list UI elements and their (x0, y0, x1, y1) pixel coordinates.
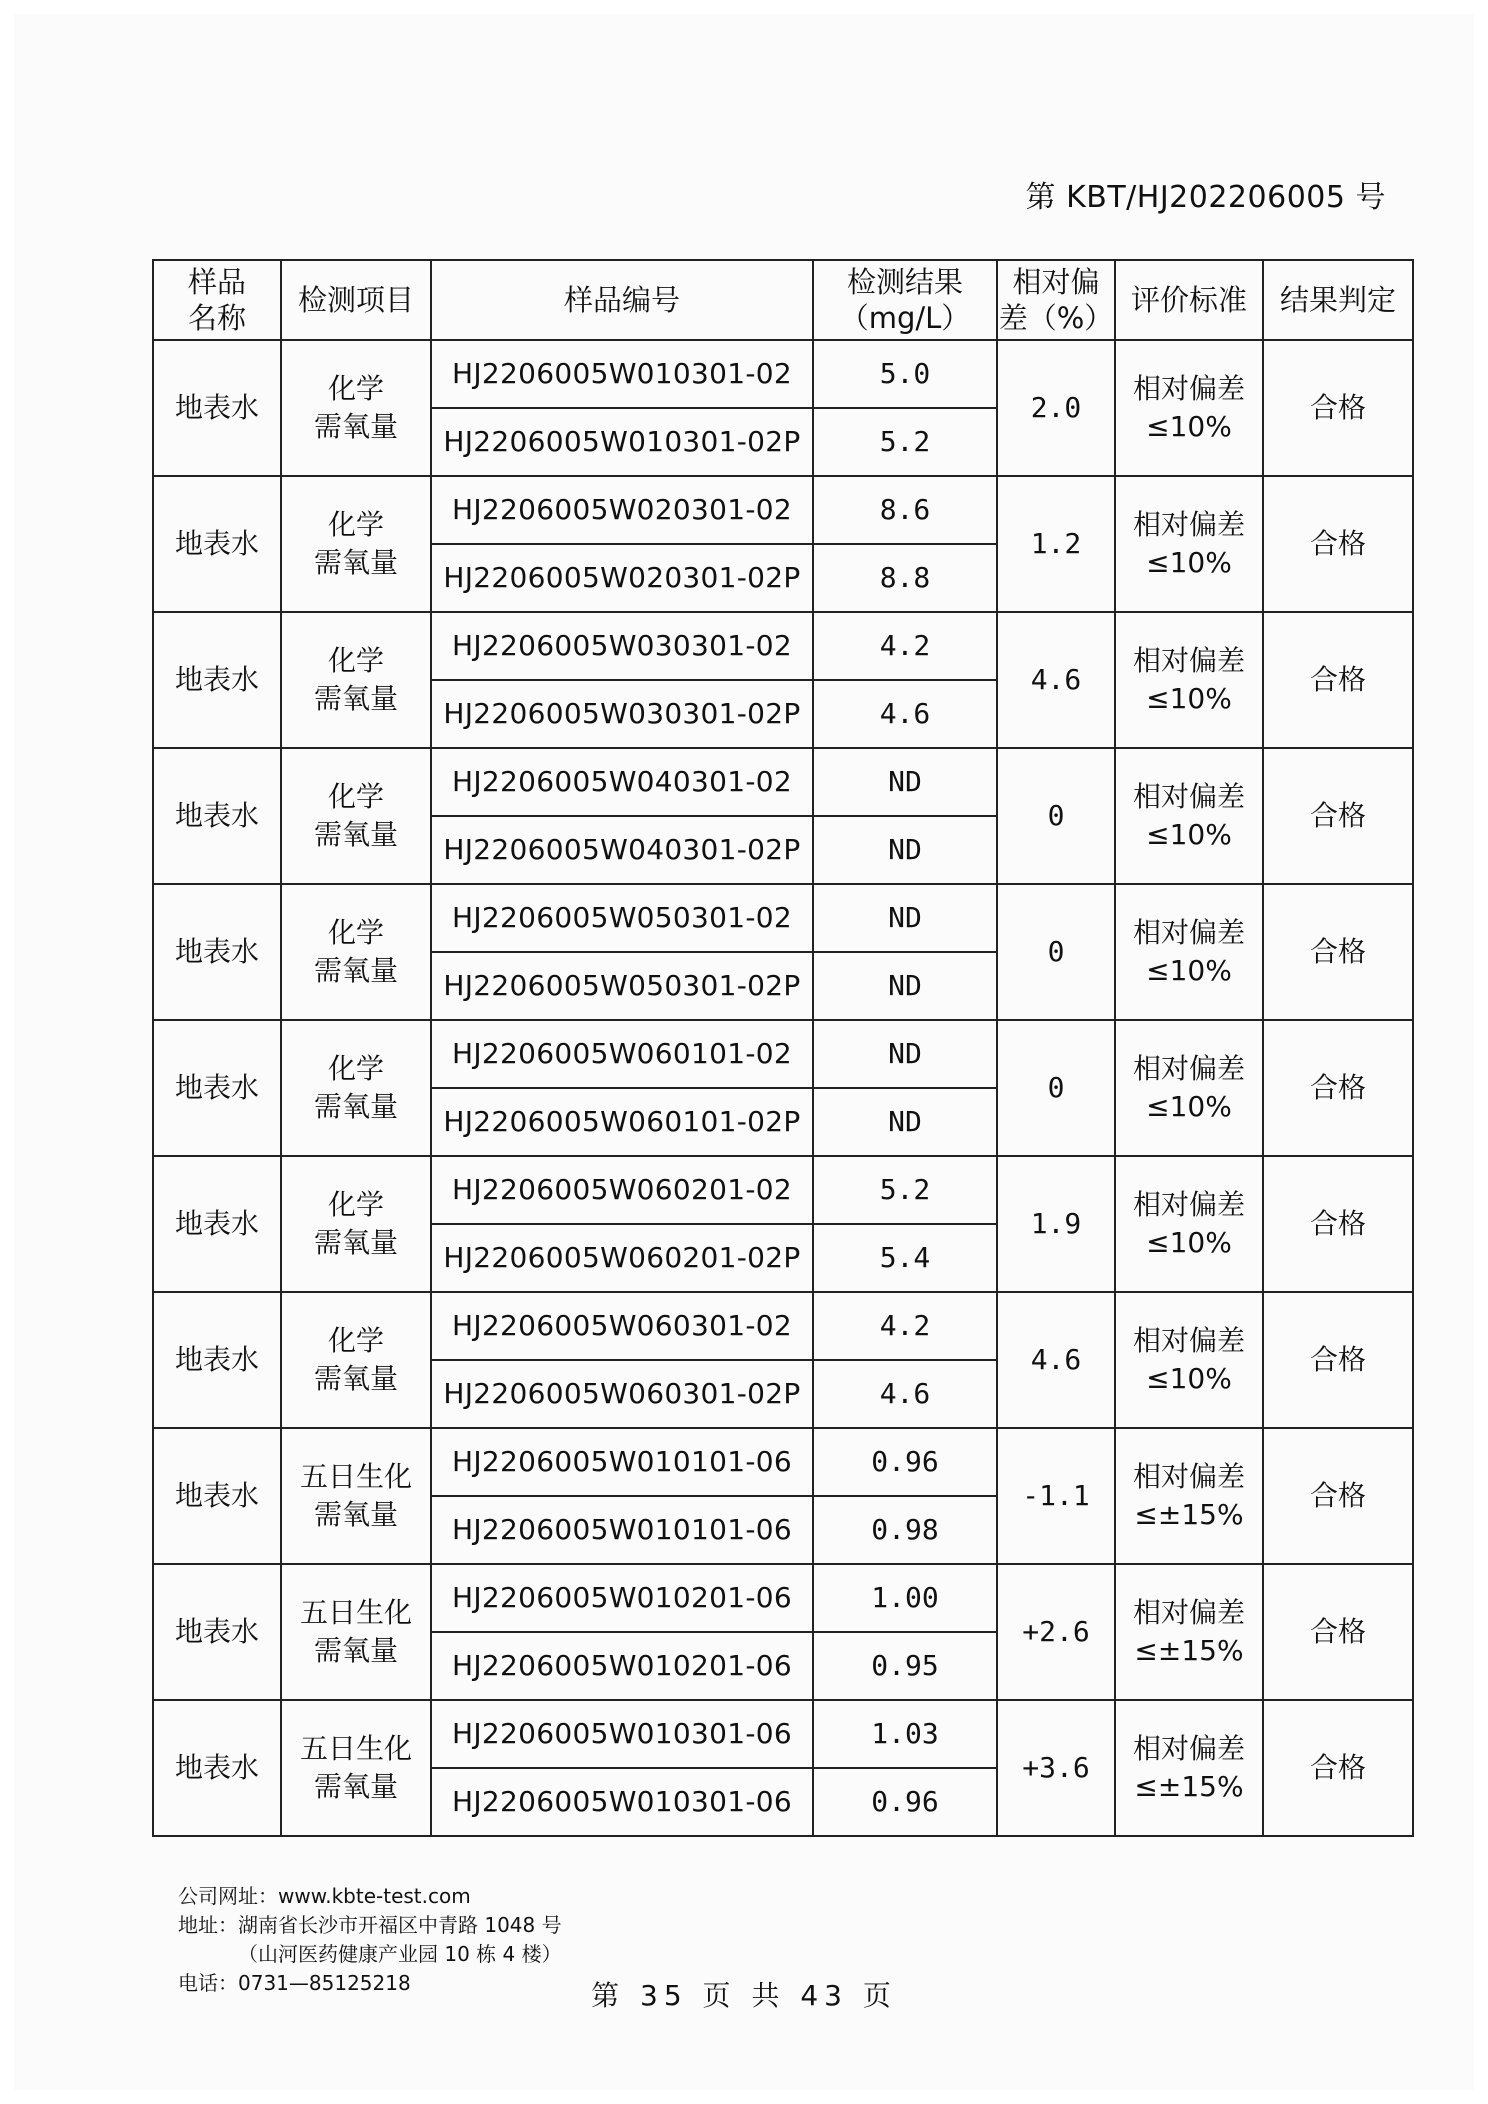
result-cell: 5.2 (813, 408, 997, 476)
standard-cell: 相对偏差 ≤10% (1115, 340, 1263, 476)
standard-cell: 相对偏差 ≤10% (1115, 884, 1263, 1020)
table-row (153, 340, 1413, 408)
standard-cell: 相对偏差 ≤10% (1115, 612, 1263, 748)
sample-name-cell: 地表水 (153, 1292, 281, 1428)
judgement-cell: 合格 (1263, 1700, 1413, 1836)
table-row (153, 748, 1413, 816)
footer-address: 地址：湖南省长沙市开福区中青路 1048 号 (178, 1913, 562, 1937)
test-item-cell: 化学 需氧量 (281, 476, 431, 612)
header-standard: 评价标准 (1115, 260, 1263, 340)
relative-deviation-cell: 0 (997, 1020, 1115, 1156)
result-cell: 0.96 (813, 1428, 997, 1496)
header-test-item: 检测项目 (281, 260, 431, 340)
result-cell: 4.6 (813, 680, 997, 748)
relative-deviation-cell: 0 (997, 748, 1115, 884)
sample-id-cell: HJ2206005W060301-02P (431, 1360, 813, 1428)
standard-cell: 相对偏差 ≤±15% (1115, 1700, 1263, 1836)
result-cell: 5.0 (813, 340, 997, 408)
test-item-cell: 五日生化 需氧量 (281, 1428, 431, 1564)
relative-deviation-cell: 0 (997, 884, 1115, 1020)
sample-name-cell: 地表水 (153, 1564, 281, 1700)
table-row (153, 1700, 1413, 1768)
standard-cell: 相对偏差 ≤10% (1115, 476, 1263, 612)
result-cell: 1.03 (813, 1700, 997, 1768)
sample-id-cell: HJ2206005W010301-02 (431, 340, 813, 408)
page-number: 第 35 页 共 43 页 (591, 1979, 897, 2012)
sample-name-cell: 地表水 (153, 1428, 281, 1564)
standard-cell: 相对偏差 ≤10% (1115, 748, 1263, 884)
sample-id-cell: HJ2206005W020301-02 (431, 476, 813, 544)
sample-id-cell: HJ2206005W020301-02P (431, 544, 813, 612)
result-cell: 0.96 (813, 1768, 997, 1836)
header-result: 检测结果 （mg/L） (813, 260, 997, 340)
sample-name-cell: 地表水 (153, 1020, 281, 1156)
relative-deviation-cell: 1.2 (997, 476, 1115, 612)
table-row (153, 1428, 1413, 1496)
test-item-cell: 化学 需氧量 (281, 612, 431, 748)
result-cell: 8.6 (813, 476, 997, 544)
table-row (153, 1156, 1413, 1224)
sample-name-cell: 地表水 (153, 1156, 281, 1292)
result-cell: 5.4 (813, 1224, 997, 1292)
result-cell: ND (813, 816, 997, 884)
sample-id-cell: HJ2206005W010201-06 (431, 1632, 813, 1700)
result-cell: ND (813, 884, 997, 952)
sample-name-cell: 地表水 (153, 884, 281, 1020)
result-cell: 4.6 (813, 1360, 997, 1428)
result-cell: 4.2 (813, 612, 997, 680)
judgement-cell: 合格 (1263, 1428, 1413, 1564)
judgement-cell: 合格 (1263, 748, 1413, 884)
table-row (153, 612, 1413, 680)
sample-id-cell: HJ2206005W030301-02P (431, 680, 813, 748)
relative-deviation-cell: +3.6 (997, 1700, 1115, 1836)
table-body (153, 340, 1413, 1836)
test-item-cell: 化学 需氧量 (281, 1156, 431, 1292)
table-row (153, 1564, 1413, 1632)
relative-deviation-cell: 4.6 (997, 612, 1115, 748)
sample-id-cell: HJ2206005W060201-02P (431, 1224, 813, 1292)
sample-id-cell: HJ2206005W010101-06 (431, 1496, 813, 1564)
header-relative-deviation: 相对偏 差（%） (997, 260, 1115, 340)
result-cell: 4.2 (813, 1292, 997, 1360)
judgement-cell: 合格 (1263, 1020, 1413, 1156)
judgement-cell: 合格 (1263, 1564, 1413, 1700)
sample-id-cell: HJ2206005W040301-02 (431, 748, 813, 816)
header-sample-name: 样品 名称 (153, 260, 281, 340)
relative-deviation-cell: 1.9 (997, 1156, 1115, 1292)
sample-id-cell: HJ2206005W010301-02P (431, 408, 813, 476)
test-item-cell: 五日生化 需氧量 (281, 1700, 431, 1836)
sample-name-cell: 地表水 (153, 476, 281, 612)
table-row (153, 884, 1413, 952)
sample-id-cell: HJ2206005W010201-06 (431, 1564, 813, 1632)
relative-deviation-cell: 2.0 (997, 340, 1115, 476)
result-cell: ND (813, 1020, 997, 1088)
sample-id-cell: HJ2206005W030301-02 (431, 612, 813, 680)
footer-phone: 电话：0731—85125218 (178, 1971, 411, 1995)
judgement-cell: 合格 (1263, 340, 1413, 476)
header-judgement: 结果判定 (1263, 260, 1413, 340)
test-results-table (152, 259, 1414, 1837)
table-row (153, 476, 1413, 544)
sample-name-cell: 地表水 (153, 340, 281, 476)
standard-cell: 相对偏差 ≤10% (1115, 1292, 1263, 1428)
sample-name-cell: 地表水 (153, 1700, 281, 1836)
judgement-cell: 合格 (1263, 612, 1413, 748)
relative-deviation-cell: -1.1 (997, 1428, 1115, 1564)
test-item-cell: 化学 需氧量 (281, 1292, 431, 1428)
sample-id-cell: HJ2206005W010301-06 (431, 1700, 813, 1768)
standard-cell: 相对偏差 ≤10% (1115, 1156, 1263, 1292)
judgement-cell: 合格 (1263, 1292, 1413, 1428)
sample-name-cell: 地表水 (153, 748, 281, 884)
table-header-row (153, 260, 1413, 340)
sample-id-cell: HJ2206005W010101-06 (431, 1428, 813, 1496)
report-number: 第 KBT/HJ202206005 号 (1025, 180, 1386, 215)
standard-cell: 相对偏差 ≤10% (1115, 1020, 1263, 1156)
standard-cell: 相对偏差 ≤±15% (1115, 1428, 1263, 1564)
result-cell: 5.2 (813, 1156, 997, 1224)
test-item-cell: 化学 需氧量 (281, 340, 431, 476)
table-row (153, 1292, 1413, 1360)
result-cell: ND (813, 1088, 997, 1156)
sample-id-cell: HJ2206005W040301-02P (431, 816, 813, 884)
test-item-cell: 化学 需氧量 (281, 1020, 431, 1156)
header-sample-id: 样品编号 (431, 260, 813, 340)
sample-id-cell: HJ2206005W060101-02 (431, 1020, 813, 1088)
judgement-cell: 合格 (1263, 1156, 1413, 1292)
sample-id-cell: HJ2206005W050301-02P (431, 952, 813, 1020)
sample-id-cell: HJ2206005W010301-06 (431, 1768, 813, 1836)
sample-id-cell: HJ2206005W050301-02 (431, 884, 813, 952)
sample-name-cell: 地表水 (153, 612, 281, 748)
result-cell: 0.95 (813, 1632, 997, 1700)
test-item-cell: 化学 需氧量 (281, 884, 431, 1020)
test-item-cell: 五日生化 需氧量 (281, 1564, 431, 1700)
judgement-cell: 合格 (1263, 884, 1413, 1020)
result-cell: 8.8 (813, 544, 997, 612)
standard-cell: 相对偏差 ≤±15% (1115, 1564, 1263, 1700)
test-item-cell: 化学 需氧量 (281, 748, 431, 884)
judgement-cell: 合格 (1263, 476, 1413, 612)
footer-website: 公司网址：www.kbte-test.com (178, 1884, 471, 1908)
result-cell: ND (813, 748, 997, 816)
sample-id-cell: HJ2206005W060301-02 (431, 1292, 813, 1360)
relative-deviation-cell: +2.6 (997, 1564, 1115, 1700)
sample-id-cell: HJ2206005W060201-02 (431, 1156, 813, 1224)
table-row (153, 1020, 1413, 1088)
footer-address-detail: （山河医药健康产业园 10 栋 4 楼） (238, 1942, 562, 1966)
sample-id-cell: HJ2206005W060101-02P (431, 1088, 813, 1156)
result-cell: 0.98 (813, 1496, 997, 1564)
result-cell: 1.00 (813, 1564, 997, 1632)
result-cell: ND (813, 952, 997, 1020)
relative-deviation-cell: 4.6 (997, 1292, 1115, 1428)
